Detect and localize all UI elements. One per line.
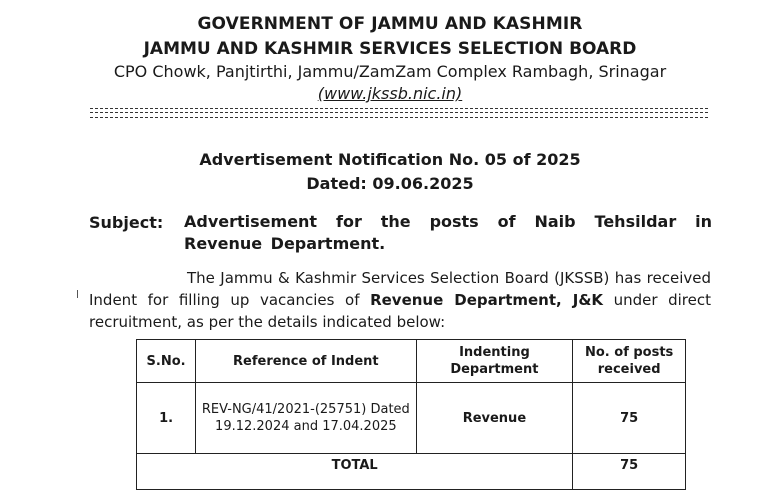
table-row <box>137 383 686 454</box>
total-label: TOTAL <box>137 454 573 490</box>
dashed-divider <box>90 117 708 118</box>
website-link[interactable]: (www.jkssb.nic.in) <box>317 84 463 103</box>
table-total-row <box>137 454 686 490</box>
notification-date: Dated: 09.06.2025 <box>306 174 474 193</box>
cell-department: Revenue <box>416 383 573 454</box>
total-value: 75 <box>573 454 686 490</box>
cell-posts: 75 <box>573 383 686 454</box>
board-address: CPO Chowk, Panjtirthi, Jammu/ZamZam Complex Rambagh, Srinagar <box>113 62 667 81</box>
govt-heading: GOVERNMENT OF JAMMU AND KASHMIR <box>197 14 583 34</box>
body-text-bold: Revenue Department, J&K <box>370 291 604 309</box>
margin-mark <box>77 290 78 298</box>
body-text-1: The Jammu & Kashmir Services Selection Board (JKSSB) has received Indent for filling up vacancies of <box>89 269 711 309</box>
header-department: Indenting Department <box>416 340 573 383</box>
header-reference: Reference of Indent <box>196 340 416 383</box>
header-sno: S.No. <box>137 340 196 383</box>
cell-sno: 1. <box>137 383 196 454</box>
body-paragraph <box>89 267 711 333</box>
subject-label: Subject: <box>89 213 164 232</box>
subject-text: Advertisement for the posts of Naib Tehsildar in Revenue Department. <box>184 212 712 253</box>
cell-reference: REV-NG/41/2021-(25751) Dated 19.12.2024 and 17.04.2025 <box>196 383 416 454</box>
header-posts: No. of posts received <box>573 340 686 383</box>
table-header-row <box>137 340 686 383</box>
board-heading: JAMMU AND KASHMIR SERVICES SELECTION BOARD <box>143 39 637 59</box>
body-text-2: under direct recruitment, as per the details indicated below: <box>89 291 711 331</box>
dashed-divider <box>90 112 708 113</box>
dashed-divider <box>90 108 708 109</box>
notification-title: Advertisement Notification No. 05 of 2025 <box>199 150 581 169</box>
indent-table <box>136 339 686 490</box>
